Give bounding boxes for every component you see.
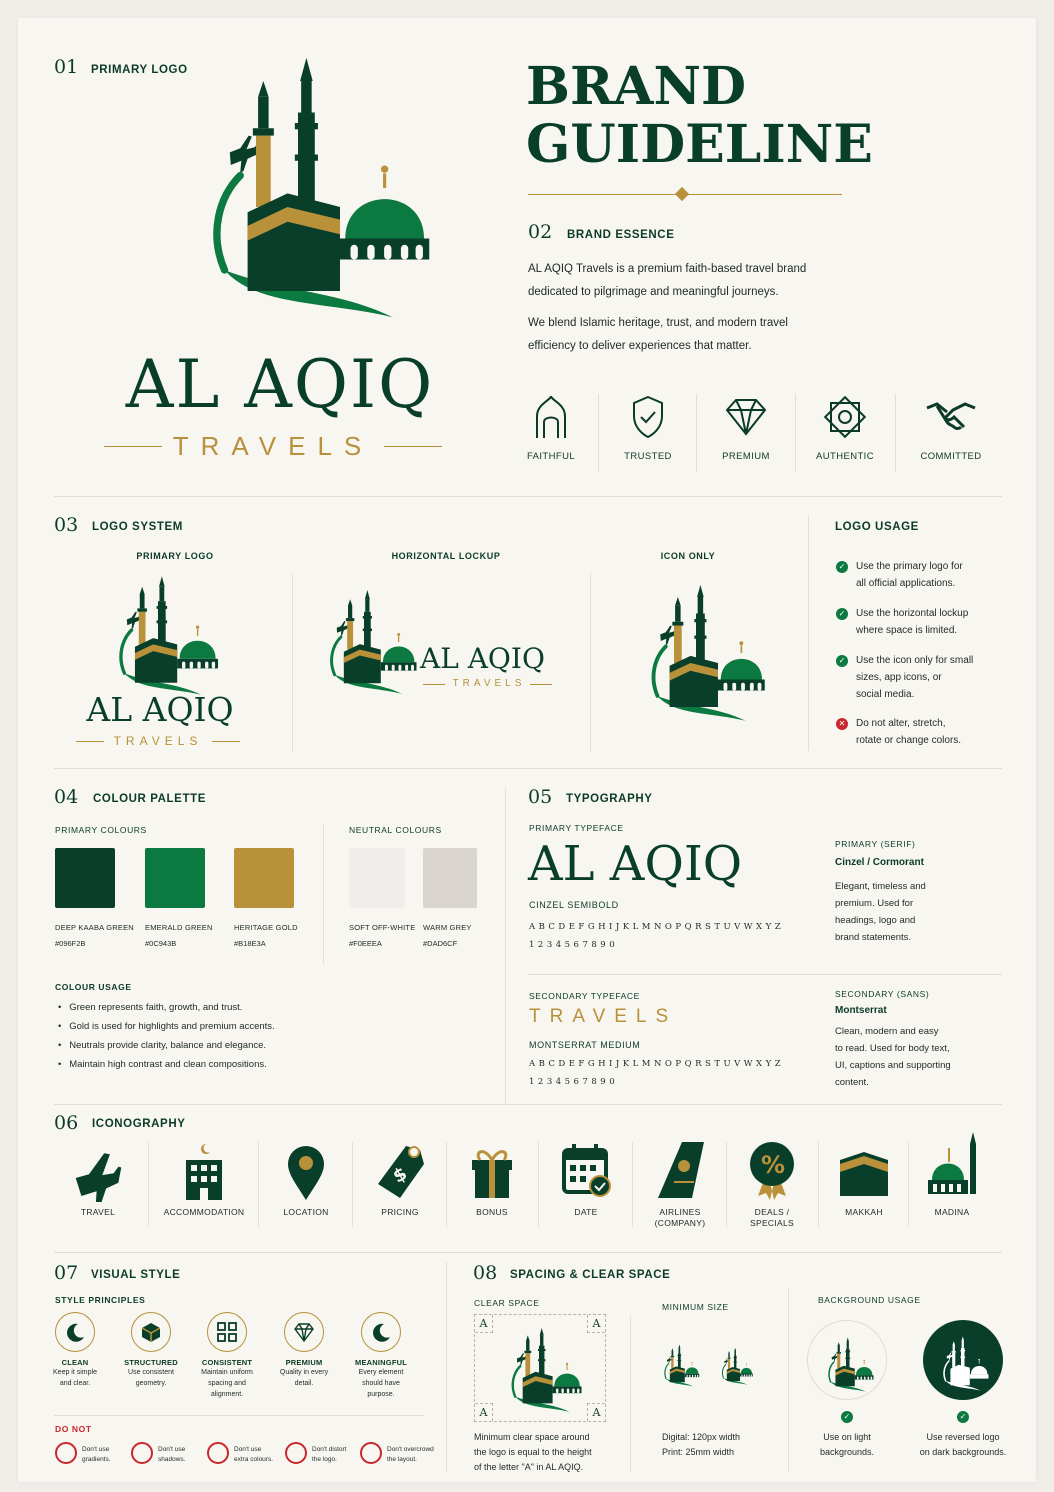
divider bbox=[292, 573, 293, 751]
icon-caption: MAKKAH bbox=[845, 1207, 883, 1217]
crescent-icon bbox=[370, 1321, 392, 1343]
tagline-rule-left bbox=[104, 446, 162, 447]
primary-colours-title: PRIMARY COLOURS bbox=[55, 825, 147, 835]
divider bbox=[630, 1316, 631, 1472]
minimum-size-logo-digital bbox=[654, 1340, 704, 1390]
swatch-deep-kaaba-green bbox=[55, 848, 115, 908]
icon-caption: TRAVEL bbox=[80, 1207, 116, 1217]
swatch-name: DEEP KAABA GREEN bbox=[55, 923, 134, 932]
secondary-typeface-label: SECONDARY TYPEFACE bbox=[529, 991, 640, 1001]
do-not-title: DO NOT bbox=[55, 1424, 92, 1434]
principle-structured: STRUCTURED Use consistent geometry. bbox=[118, 1312, 184, 1389]
secondary-alphabet: A B C D E F G H I J K L M N O P Q R S T U V W X Y Z bbox=[529, 1059, 782, 1069]
divider bbox=[726, 1142, 727, 1227]
colour-usage-item: • Green represents faith, growth, and trust. bbox=[58, 1002, 243, 1013]
primary-family-name: Cinzel / Cormorant bbox=[835, 857, 924, 868]
secondary-font-name: MONTSERRAT MEDIUM bbox=[529, 1040, 641, 1050]
icon-caption: ACCOMMODATION bbox=[163, 1207, 245, 1217]
airplane-icon bbox=[70, 1146, 126, 1202]
colour-usage-item: • Gold is used for highlights and premium accents. bbox=[58, 1021, 275, 1032]
icon-makkah bbox=[826, 1138, 902, 1218]
page-title-line1: BRAND bbox=[526, 56, 747, 117]
logo-usage-item-3: Use the icon only for small sizes, app icons, or social media. bbox=[856, 655, 974, 700]
svg-text:$: $ bbox=[389, 1163, 411, 1188]
prohibited-icon bbox=[55, 1442, 77, 1464]
secondary-kind: SECONDARY (SANS) bbox=[835, 989, 930, 999]
clear-space-title: CLEAR SPACE bbox=[474, 1298, 540, 1308]
divider bbox=[590, 573, 591, 751]
colour-usage-title: COLOUR USAGE bbox=[55, 982, 132, 992]
divider bbox=[323, 824, 324, 964]
swatch-warm-grey bbox=[423, 848, 477, 908]
dark-background-sample bbox=[923, 1320, 1003, 1400]
divider bbox=[538, 1142, 539, 1227]
value-divider bbox=[795, 394, 796, 472]
light-background-caption: Use on light backgrounds. bbox=[819, 1432, 875, 1457]
divider bbox=[818, 1142, 819, 1227]
divider bbox=[908, 1142, 909, 1227]
secondary-digits: 1 2 3 4 5 6 7 8 9 0 bbox=[529, 1077, 615, 1087]
divider bbox=[632, 1142, 633, 1227]
primary-typeface-sample: AL AQIQ bbox=[528, 836, 743, 892]
map-pin-icon bbox=[278, 1138, 334, 1202]
primary-kind: PRIMARY (SERIF) bbox=[835, 839, 916, 849]
tagline-rule-right bbox=[212, 741, 240, 742]
logo-system-horizontal-label: HORIZONTAL LOCKUP bbox=[391, 551, 501, 561]
logo-system-icon-label: ICON ONLY bbox=[660, 551, 716, 561]
essence-paragraph-2a: We blend Islamic heritage, trust, and modern travel bbox=[528, 317, 788, 329]
principle-meaningful: MEANINGFUL Every element should have purpose. bbox=[348, 1312, 414, 1400]
style-principles-title: STYLE PRINCIPLES bbox=[55, 1295, 146, 1305]
value-trusted bbox=[615, 394, 681, 462]
tagline-rule-right bbox=[530, 684, 552, 685]
principle-premium: PREMIUM Quality in every detail. bbox=[271, 1312, 337, 1389]
prohibited-icon bbox=[131, 1442, 153, 1464]
hotel-building-icon bbox=[176, 1138, 232, 1202]
icon-airlines bbox=[640, 1138, 720, 1229]
do-not-extra-colours: Don't use extra colours. bbox=[234, 1446, 274, 1463]
calendar-icon bbox=[558, 1138, 614, 1202]
section-07-label: VISUAL STYLE bbox=[91, 1269, 181, 1281]
cross-icon: ✕ bbox=[836, 718, 848, 730]
icon-accommodation bbox=[158, 1138, 250, 1218]
page-title-line2: GUIDELINE bbox=[526, 114, 873, 175]
value-label: AUTHENTIC bbox=[816, 451, 874, 462]
clear-space-emblem bbox=[493, 1323, 589, 1415]
value-divider bbox=[696, 394, 697, 472]
primary-font-name: CINZEL SEMIBOLD bbox=[529, 900, 619, 910]
logo-system-horizontal-tagline: TRAVELS bbox=[452, 678, 526, 689]
value-label: TRUSTED bbox=[624, 451, 672, 462]
logo-system-primary-label: PRIMARY LOGO bbox=[136, 551, 214, 561]
divider bbox=[148, 1142, 149, 1227]
value-divider bbox=[895, 394, 896, 472]
minimum-size-logo-print bbox=[712, 1342, 758, 1388]
prohibited-icon bbox=[360, 1442, 382, 1464]
section-04-label: COLOUR PALETTE bbox=[93, 793, 206, 805]
kaaba-icon bbox=[836, 1138, 892, 1202]
logo-system-horizontal-emblem bbox=[306, 588, 426, 708]
neutral-colours-title: NEUTRAL COLOURS bbox=[349, 825, 442, 835]
icon-location bbox=[268, 1138, 344, 1218]
section-01-label: PRIMARY LOGO bbox=[91, 64, 188, 76]
section-06-label: ICONOGRAPHY bbox=[92, 1118, 186, 1130]
do-not-gradients: Don't use gradients. bbox=[82, 1446, 111, 1463]
tagline-rule-left bbox=[76, 741, 104, 742]
colour-usage-item: • Neutrals provide clarity, balance and elegance. bbox=[58, 1040, 267, 1051]
logo-system-icon-only bbox=[618, 574, 768, 734]
diamond-icon bbox=[723, 394, 769, 440]
clear-space-description: Minimum clear space around the logo is equal to the height of the letter "A" in AL AQIQ. bbox=[474, 1432, 592, 1472]
swatch-hex: #0C943B bbox=[145, 939, 177, 948]
check-icon: ✓ bbox=[836, 608, 848, 620]
logo-system-primary-wordmark: AL AQIQ bbox=[86, 690, 234, 729]
logo-system-primary-emblem bbox=[78, 568, 228, 703]
swatch-emerald-green bbox=[145, 848, 205, 908]
secondary-typeface-sample: TRAVELS bbox=[529, 1006, 678, 1027]
crescent-icon bbox=[64, 1321, 86, 1343]
value-committed bbox=[911, 394, 991, 462]
primary-logo-emblem bbox=[128, 58, 468, 348]
swatch-soft-off-white bbox=[349, 848, 405, 908]
airline-tail-icon bbox=[652, 1138, 708, 1202]
section-03-label: LOGO SYSTEM bbox=[92, 521, 183, 533]
brand-guideline-page bbox=[18, 18, 1036, 1482]
logo-usage-item-2: Use the horizontal lockup where space is limited. bbox=[856, 608, 969, 636]
swatch-name: HERITAGE GOLD bbox=[234, 923, 298, 932]
price-tag-icon bbox=[372, 1138, 428, 1202]
do-not-overcrowd: Don't overcrowd the layout. bbox=[387, 1446, 434, 1463]
clear-space-marker: A bbox=[587, 1403, 605, 1421]
section-07-number: 07 bbox=[54, 1262, 79, 1284]
section-05-number: 05 bbox=[528, 786, 553, 808]
grid-icon bbox=[216, 1321, 238, 1343]
swatch-name: SOFT OFF-WHITE bbox=[349, 923, 416, 932]
logo-reversed bbox=[923, 1320, 1003, 1400]
shield-check-icon bbox=[630, 394, 666, 440]
swatch-hex: #DAD6CF bbox=[423, 939, 458, 948]
divider bbox=[505, 788, 506, 1104]
prohibited-icon bbox=[285, 1442, 307, 1464]
icon-deals bbox=[734, 1138, 810, 1229]
divider bbox=[528, 974, 1002, 975]
secondary-family-name: Montserrat bbox=[835, 1005, 887, 1016]
value-divider bbox=[598, 394, 599, 472]
primary-logo-tagline: TRAVELS bbox=[172, 431, 374, 461]
divider bbox=[54, 768, 1002, 769]
divider bbox=[446, 1142, 447, 1227]
value-label: PREMIUM bbox=[722, 451, 770, 462]
minimum-size-values: Digital: 120px width Print: 25mm width bbox=[662, 1432, 741, 1457]
percent-badge-icon bbox=[744, 1138, 800, 1202]
principle-clean: CLEAN Keep it simple and clear. bbox=[42, 1312, 108, 1389]
primary-digits: 1 2 3 4 5 6 7 8 9 0 bbox=[529, 940, 615, 950]
islamic-star-icon bbox=[822, 394, 868, 440]
icon-caption: MADINA bbox=[934, 1207, 970, 1217]
icon-caption: DEALS / SPECIALS bbox=[750, 1207, 794, 1228]
light-background-sample bbox=[807, 1320, 887, 1400]
gift-box-icon bbox=[464, 1138, 520, 1202]
section-02-label: BRAND ESSENCE bbox=[567, 229, 675, 241]
do-not-distort: Don't distort the logo. bbox=[312, 1446, 347, 1463]
handshake-icon bbox=[925, 394, 977, 440]
icon-caption: DATE bbox=[574, 1207, 598, 1217]
logo-usage-item-4: Do not alter, stretch, rotate or change colors. bbox=[856, 718, 962, 746]
prohibited-icon bbox=[207, 1442, 229, 1464]
icon-madina bbox=[916, 1130, 988, 1218]
colour-usage-item: • Maintain high contrast and clean compositions. bbox=[58, 1059, 267, 1070]
section-05-label: TYPOGRAPHY bbox=[566, 793, 653, 805]
primary-alphabet: A B C D E F G H I J K L M N O P Q R S T U V W X Y Z bbox=[529, 922, 782, 932]
primary-description: Elegant, timeless and premium. Used for headings, logo and brand statements. bbox=[835, 881, 926, 943]
title-divider-diamond bbox=[675, 187, 689, 201]
logo-system-horizontal-wordmark: AL AQIQ bbox=[420, 642, 545, 675]
value-label: COMMITTED bbox=[920, 451, 982, 462]
divider bbox=[352, 1142, 353, 1227]
logo-system-primary-tagline: TRAVELS bbox=[113, 734, 203, 748]
divider bbox=[808, 516, 809, 751]
value-label: FAITHFUL bbox=[526, 451, 576, 462]
icon-date bbox=[548, 1138, 624, 1218]
dark-background-caption: Use reversed logo on dark backgrounds. bbox=[919, 1432, 1007, 1457]
section-03-number: 03 bbox=[54, 514, 79, 536]
check-icon: ✓ bbox=[836, 561, 848, 573]
swatch-hex: #F0EEEA bbox=[349, 939, 382, 948]
check-icon: ✓ bbox=[957, 1411, 969, 1423]
logo-on-light bbox=[808, 1321, 888, 1401]
swatch-hex: #096F2B bbox=[55, 939, 86, 948]
primary-typeface-label: PRIMARY TYPEFACE bbox=[529, 823, 624, 833]
check-icon: ✓ bbox=[841, 1411, 853, 1423]
divider bbox=[258, 1142, 259, 1227]
logo-usage-title: LOGO USAGE bbox=[835, 521, 919, 533]
section-08-number: 08 bbox=[473, 1262, 498, 1284]
minimum-size-title: MINIMUM SIZE bbox=[662, 1302, 729, 1312]
essence-paragraph-1a: AL AQIQ Travels is a premium faith-based travel brand bbox=[528, 263, 807, 275]
check-icon: ✓ bbox=[836, 655, 848, 667]
divider bbox=[54, 1104, 1002, 1105]
section-02-number: 02 bbox=[528, 221, 553, 243]
section-06-number: 06 bbox=[54, 1112, 79, 1134]
essence-paragraph-2b: efficiency to deliver experiences that matter. bbox=[528, 340, 752, 352]
swatch-hex: #B18E3A bbox=[234, 939, 266, 948]
section-04-number: 04 bbox=[54, 786, 79, 808]
clear-space-marker: A bbox=[475, 1315, 493, 1333]
cube-icon bbox=[140, 1321, 162, 1343]
logo-usage-item-1: Use the primary logo for all official applications. bbox=[856, 561, 963, 589]
swatch-name: EMERALD GREEN bbox=[145, 923, 213, 932]
section-08-label: SPACING & CLEAR SPACE bbox=[510, 1269, 671, 1281]
divider bbox=[446, 1262, 447, 1472]
icon-travel bbox=[60, 1146, 136, 1218]
section-01-number: 01 bbox=[54, 56, 79, 78]
tagline-rule-right bbox=[384, 446, 442, 447]
clear-space-diagram bbox=[474, 1314, 606, 1422]
tagline-rule-left bbox=[423, 684, 445, 685]
svg-text:%: % bbox=[761, 1151, 786, 1179]
clear-space-marker: A bbox=[587, 1315, 605, 1333]
secondary-description: Clean, modern and easy to read. Used for body text, UI, captions and supporting content. bbox=[835, 1026, 951, 1088]
divider bbox=[54, 1415, 424, 1416]
essence-paragraph-1b: dedicated to pilgrimage and meaningful journeys. bbox=[528, 286, 779, 298]
diamond-icon bbox=[293, 1321, 315, 1343]
green-dome-mosque-icon bbox=[920, 1130, 984, 1202]
icon-caption: LOCATION bbox=[283, 1207, 329, 1217]
icon-caption: AIRLINES (COMPANY) bbox=[654, 1207, 706, 1228]
do-not-shadows: Don't use shadows. bbox=[158, 1446, 186, 1463]
icon-bonus bbox=[454, 1138, 530, 1218]
swatch-name: WARM GREY bbox=[423, 923, 472, 932]
icon-caption: BONUS bbox=[476, 1207, 508, 1217]
clear-space-marker: A bbox=[475, 1403, 493, 1421]
icon-pricing bbox=[362, 1138, 438, 1218]
mosque-arch-icon bbox=[533, 394, 569, 440]
divider bbox=[54, 1252, 1002, 1253]
value-faithful bbox=[518, 394, 584, 462]
background-usage-title: BACKGROUND USAGE bbox=[818, 1295, 921, 1305]
principle-consistent: CONSISTENT Maintain uniform spacing and alignment. bbox=[194, 1312, 260, 1400]
value-premium bbox=[713, 394, 779, 462]
swatch-heritage-gold bbox=[234, 848, 294, 908]
icon-caption: PRICING bbox=[381, 1207, 419, 1217]
divider bbox=[788, 1288, 789, 1472]
value-authentic bbox=[812, 394, 878, 462]
primary-logo-wordmark: AL AQIQ bbox=[125, 346, 435, 423]
divider bbox=[54, 496, 1002, 497]
